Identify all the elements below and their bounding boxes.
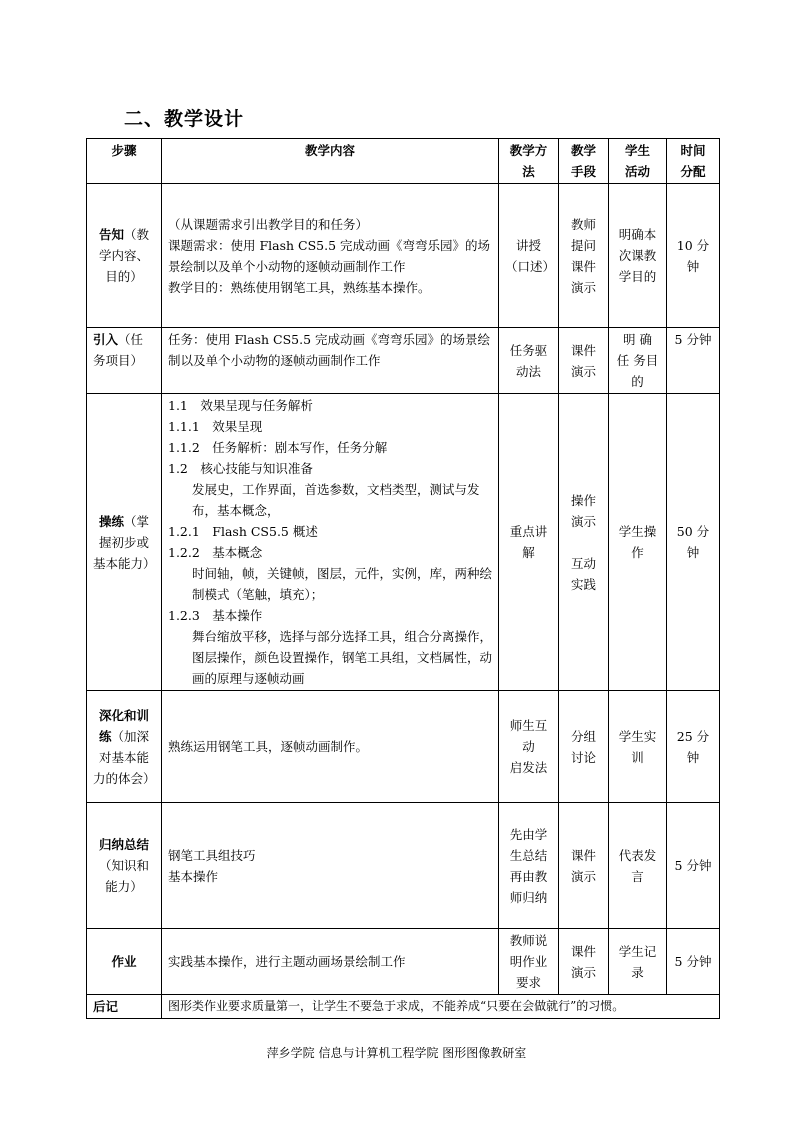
header-time: 时间 分配 xyxy=(667,139,720,184)
step-cell: 深化和训练（加深对基本能力的体会） xyxy=(87,691,162,803)
activity-cell: 明 确 任 务目的 xyxy=(609,328,667,394)
method-cell: 教师说明作业要求 xyxy=(499,929,559,995)
means-cell: 教师提问课件演示 xyxy=(559,184,609,328)
means-cell: 操作演示 互动实践 xyxy=(559,394,609,691)
method-cell: 任务驱动法 xyxy=(499,328,559,394)
time-cell: 5 分钟 xyxy=(667,929,720,995)
activity-cell: 代表发言 xyxy=(609,803,667,929)
table-row xyxy=(87,184,720,328)
time-cell: 5 分钟 xyxy=(667,328,720,394)
method-cell: 先由学生总结再由教师归纳 xyxy=(499,803,559,929)
step-cell: 告知（教学内容、目的） xyxy=(87,184,162,328)
section-title: 二、教学设计 xyxy=(124,108,245,130)
table-row xyxy=(87,394,720,691)
step-cell: 归纳总结 （知识和能力） xyxy=(87,803,162,929)
content-cell: 钢笔工具组技巧 基本操作 xyxy=(162,803,499,929)
table-row xyxy=(87,328,720,394)
means-cell: 课件演示 xyxy=(559,929,609,995)
postscript-label: 后记 xyxy=(87,995,162,1019)
content-cell: 实践基本操作，进行主题动画场景绘制工作 xyxy=(162,929,499,995)
content-cell: 任务：使用 Flash CS5.5 完成动画《弯弯乐园》的场景绘制以及单个小动物的逐帧动画制作工作 xyxy=(162,328,499,394)
step-cell: 操练（掌握初步或基本能力） xyxy=(87,394,162,691)
method-cell: 师生互动 启发法 xyxy=(499,691,559,803)
page-footer: 萍乡学院 信息与计算机工程学院 图形图像教研室 xyxy=(266,1046,527,1060)
content-cell: （从课题需求引出教学目的和任务） 课题需求：使用 Flash CS5.5 完成动画《弯弯乐园》的场景绘制以及单个小动物的逐帧动画制作工作 教学目的：熟练使用钢笔工具，熟练基本操作。 xyxy=(162,184,499,328)
header-step: 步骤 xyxy=(87,139,162,184)
time-cell: 25 分钟 xyxy=(667,691,720,803)
method-cell: 重点讲解 xyxy=(499,394,559,691)
step-cell: 引入（任务项目） xyxy=(87,328,162,394)
time-cell: 10 分钟 xyxy=(667,184,720,328)
time-cell: 5 分钟 xyxy=(667,803,720,929)
header-means: 教学 手段 xyxy=(559,139,609,184)
table-row xyxy=(87,691,720,803)
activity-cell: 明确本次课教学目的 xyxy=(609,184,667,328)
activity-cell: 学生操作 xyxy=(609,394,667,691)
table-header-row xyxy=(87,139,720,184)
content-cell: 熟练运用钢笔工具，逐帧动画制作。 xyxy=(162,691,499,803)
postscript-row xyxy=(87,995,720,1019)
means-cell: 课件演示 xyxy=(559,328,609,394)
header-activity: 学生 活动 xyxy=(609,139,667,184)
step-cell: 作业 xyxy=(87,929,162,995)
time-cell: 50 分钟 xyxy=(667,394,720,691)
means-cell: 分组讨论 xyxy=(559,691,609,803)
table-row xyxy=(87,803,720,929)
means-cell: 课件演示 xyxy=(559,803,609,929)
content-cell: 1.1 效果呈现与任务解析 1.1.1 效果呈现 1.1.2 任务解析：剧本写作，任务分解 1.2 核心技能与知识准备 发展史，工作界面，首选参数，文档类型，测试与发布，基本概念， 1.2.1 Flash CS5.5 概述 1.2.2 基本概念 时间轴，帧，关键帧，图层，元件，实例，库，两种绘制模式（笔触，填充）； 1.2.3 基本操作 舞台缩放平移，选择与部分选择工具，组合分离操作，图层操作，颜色设置操作，钢笔工具组，文档属性，动画的原理与逐帧动画 xyxy=(162,394,499,691)
activity-cell: 学生实训 xyxy=(609,691,667,803)
teaching-design-table xyxy=(86,138,720,1019)
header-method: 教学方 法 xyxy=(499,139,559,184)
table-row xyxy=(87,929,720,995)
method-cell: 讲授（口述） xyxy=(499,184,559,328)
header-content: 教学内容 xyxy=(162,139,499,184)
postscript-text: 图形类作业要求质量第一，让学生不要急于求成，不能养成“只要在会做就行”的习惯。 xyxy=(162,995,720,1019)
activity-cell: 学生记录 xyxy=(609,929,667,995)
